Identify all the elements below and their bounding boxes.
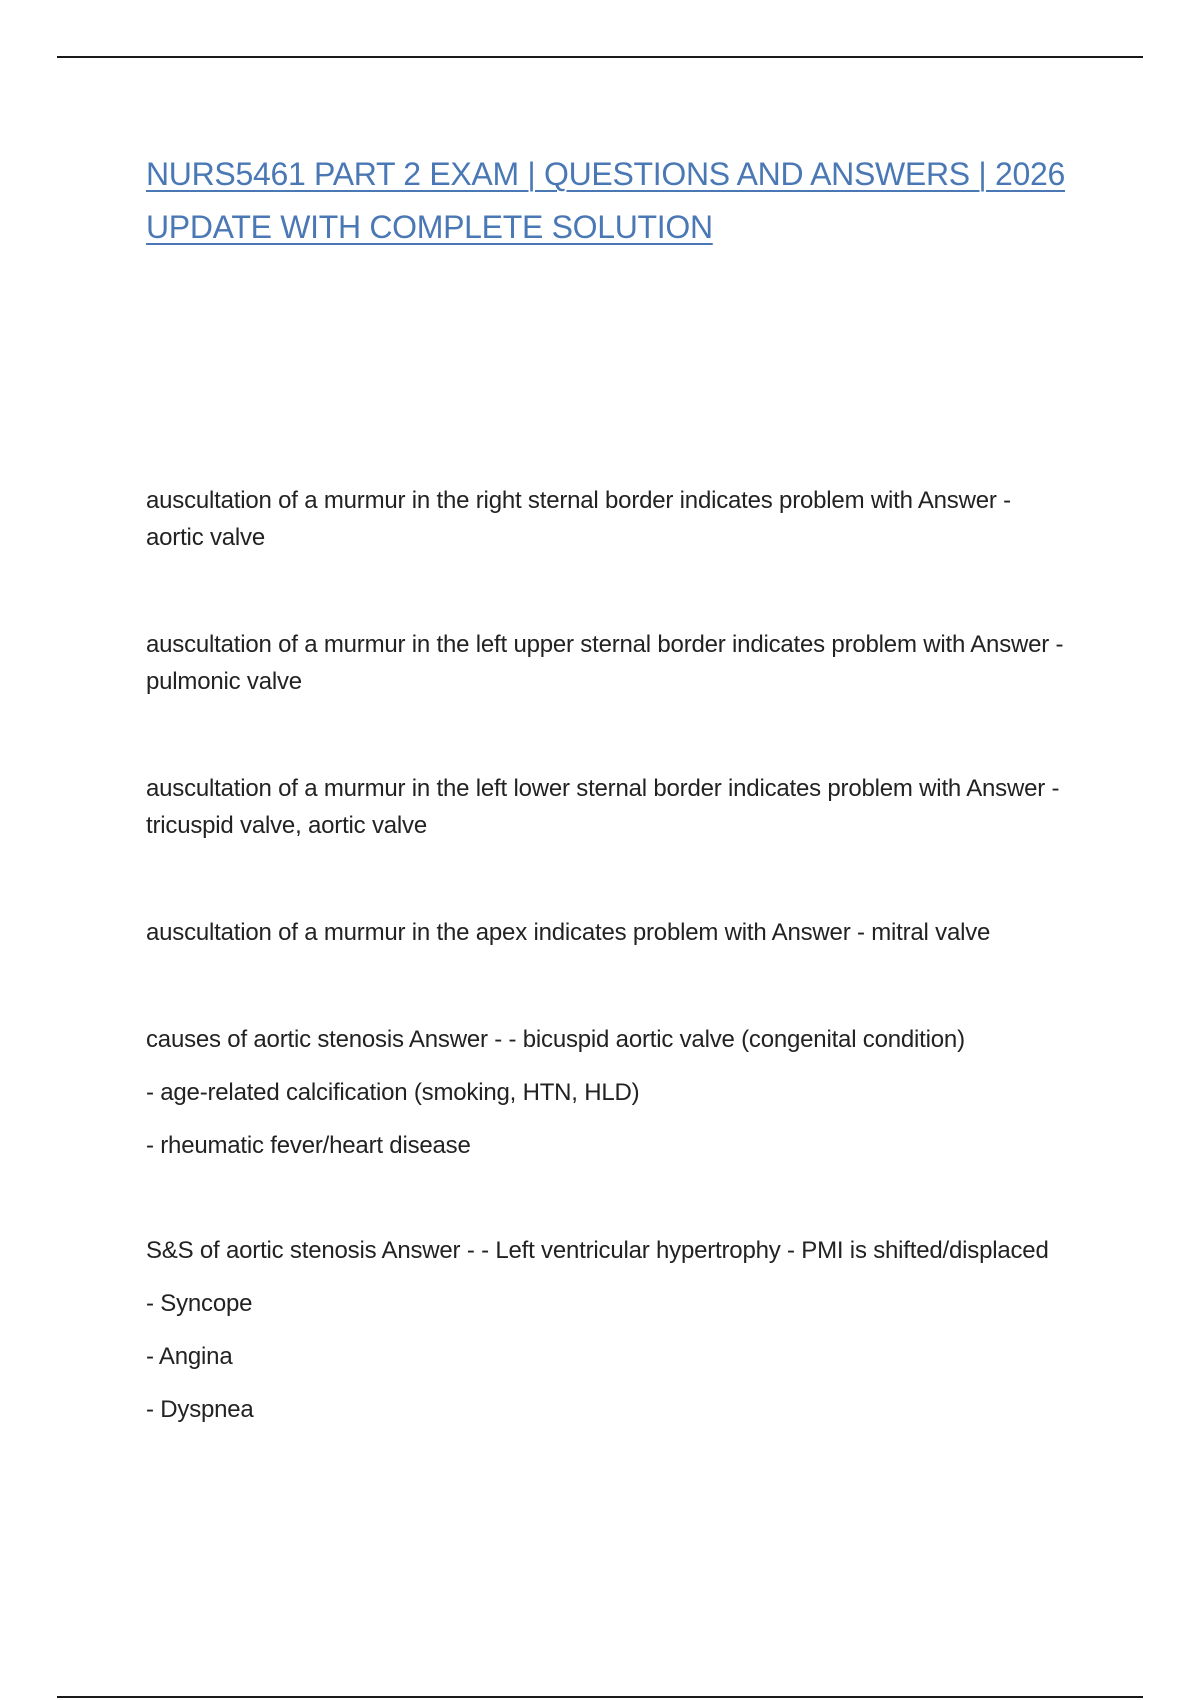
- qa-item-text: auscultation of a murmur in the right sternal border indicates problem with Answer - aortic valve: [146, 487, 1011, 551]
- qa-item-text: auscultation of a murmur in the apex indicates problem with Answer - mitral valve: [146, 919, 991, 946]
- qa-item: [146, 626, 1066, 700]
- qa-item: [146, 770, 1066, 844]
- document-title[interactable]: NURS5461 PART 2 EXAM | QUESTIONS AND ANSWERS | 2026 UPDATE WITH COMPLETE SOLUTION: [146, 156, 1065, 245]
- qa-item-text: causes of aortic stenosis Answer - - bicuspid aortic valve (congenital condition): [146, 1026, 965, 1053]
- qa-item-text: S&S of aortic stenosis Answer - - Left ventricular hypertrophy - PMI is shifted/displaced: [146, 1237, 1049, 1264]
- qa-item-subline: - rheumatic fever/heart disease: [146, 1132, 471, 1159]
- qa-item: [146, 482, 1066, 556]
- qa-item-text: auscultation of a murmur in the left upper sternal border indicates problem with Answer - pulmonic valve: [146, 631, 1064, 695]
- qa-item: [146, 1232, 1066, 1428]
- qa-item-subline: - Angina: [146, 1343, 233, 1370]
- qa-item-subline: - Dyspnea: [146, 1396, 254, 1423]
- qa-item-subline: - Syncope: [146, 1290, 253, 1317]
- qa-list: [146, 482, 1066, 1428]
- qa-item-text: auscultation of a murmur in the left lower sternal border indicates problem with Answer - tricuspid valve, aortic valve: [146, 775, 1060, 839]
- document-page: [146, 148, 1066, 1498]
- qa-item: [146, 914, 1066, 951]
- header-rule: [57, 56, 1143, 58]
- footer-rule: [57, 1696, 1143, 1698]
- qa-item-subline: - age-related calcification (smoking, HTN, HLD): [146, 1079, 640, 1106]
- qa-item: [146, 1021, 1066, 1164]
